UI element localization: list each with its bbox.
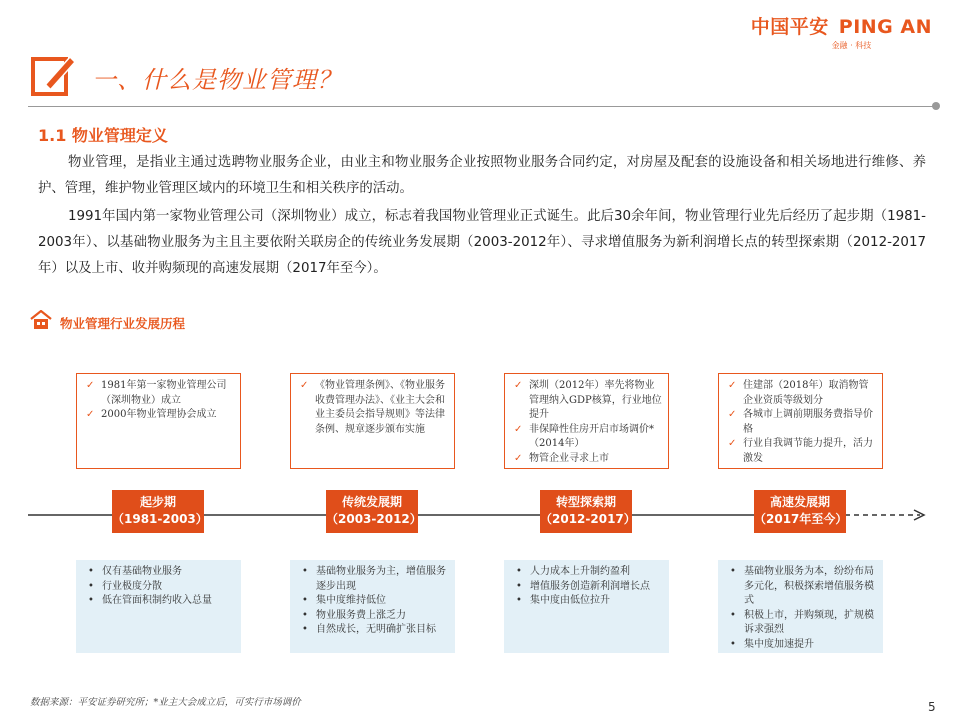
trait-item: • 自然成长，无明确扩张目标 (300, 623, 447, 638)
phase-period: （2003-2012） (326, 512, 422, 526)
event-item: ✓ 住建部（2018年）取消物管企业资质等级划分 (728, 380, 869, 406)
history-chart-title: 物业管理行业发展历程 (60, 316, 186, 331)
trait-item: • 行业极度分散 (86, 580, 233, 595)
trait-item: • 积极上市，并购频现，扩规模诉求强烈 (728, 609, 875, 638)
phase-name: 高速发展期 (769, 495, 830, 509)
logo-cn: 中国平安 (750, 16, 829, 38)
house-icon (30, 310, 52, 330)
logo-en: PING AN (838, 16, 932, 38)
phase-name: 传统发展期 (341, 495, 402, 509)
phase-name: 转型探索期 (555, 495, 616, 509)
trait-item: • 集中度维持低位 (300, 594, 447, 609)
event-item: ✓ 1981年第一家物业管理公司（深圳物业）成立 (86, 380, 227, 406)
phase-period: （2017年至今） (754, 512, 848, 526)
check-icon: ✓ (300, 380, 309, 391)
trait-item: • 仅有基础物业服务 (86, 565, 233, 580)
check-icon: ✓ (86, 409, 95, 420)
event-item: ✓ 行业自我调节能力提升，活力激发 (728, 438, 873, 464)
phase-startup (112, 490, 208, 533)
logo-tagline: 金融 · 科技 (831, 41, 872, 50)
history-paragraph: 1991年国内第一家物业管理公司（深圳物业）成立，标志着我国物业管理业正式诞生。此后30余年间，物业管理行业先后经历了起步期（1981-2003年）、以基础物业服务为主且主要依附关联房企的传统业务发展期（2003-2012年）、寻求增值服务为新利润增长点的转型探索期（2012-2017年）以及上市、收并购频现的高速发展期（2017年至今）。 (38, 209, 926, 276)
phase4-traits-box (718, 560, 883, 653)
trait-item: • 低在管面积制约收入总量 (86, 594, 233, 609)
page-title: 一、什么是物业管理？ (92, 66, 342, 94)
check-icon: ✓ (514, 452, 523, 464)
trait-item: • 增值服务创造新利润增长点 (514, 580, 661, 595)
trait-item: • 集中度由低位拉升 (514, 594, 661, 609)
phase-rapid-growth (754, 490, 846, 533)
event-item: ✓ 非保障性住房开启市场调价*（2014年） (514, 423, 654, 449)
phase-period: （2012-2017） (540, 512, 636, 526)
definition-paragraph: 物业管理，是指业主通过选聘物业服务企业，由业主和物业服务企业按照物业服务合同约定，对房屋及配套的设施设备和相关场地进行维修、养护、管理，维护物业管理区域内的环境卫生和相关秩序的活动。 (38, 155, 926, 196)
check-icon: ✓ (86, 380, 95, 391)
event-item: ✓ 2000年物业管理协会成立 (85, 408, 234, 423)
trait-item: • 基础物业服务为本，纷纷布局多元化，积极探索增值服务模式 (728, 565, 875, 609)
check-icon: ✓ (728, 438, 737, 449)
pencil-note-icon (30, 52, 76, 98)
check-icon: ✓ (514, 423, 523, 435)
subsection-title: 1.1 物业管理定义 (38, 126, 168, 145)
phase3-traits-box (504, 560, 669, 653)
page-number: 5 (928, 700, 936, 714)
phase-period: （1981-2003） (112, 512, 208, 526)
check-icon: ✓ (728, 409, 737, 420)
phase2-events-box (290, 373, 455, 469)
header-divider (28, 106, 934, 107)
phase-transformation (540, 490, 636, 533)
data-source-note: 数据来源：平安证券研究所；*业主大会成立后，可实行市场调价 (30, 697, 301, 708)
phase2-traits-box (290, 560, 455, 653)
trait-item: • 物业服务费上涨乏力 (300, 609, 447, 624)
pingan-logo (751, 12, 932, 51)
event-item: ✓ 深圳（2012年）率先将物业管理纳入GDP核算，行业地位提升 (514, 380, 662, 420)
phase3-events-box (504, 373, 669, 469)
phase4-events-box (718, 373, 883, 469)
check-icon: ✓ (514, 380, 523, 391)
trait-item: • 人力成本上升制约盈利 (514, 565, 661, 580)
phase-traditional (326, 490, 422, 533)
trait-item: • 基础物业服务为主，增值服务逐步出现 (300, 565, 447, 594)
phase1-traits-box (76, 560, 241, 653)
event-item: ✓ 《物业管理条例》、《物业服务收费管理办法》、《业主大会和业主委员会指导规则》等法律条例、规章逐步颁布实施 (300, 380, 445, 435)
phase-name: 起步期 (139, 495, 176, 509)
divider-dot (932, 102, 940, 110)
trait-item: • 集中度加速提升 (728, 638, 875, 653)
event-item: ✓ 物管企业寻求上市 (513, 452, 662, 467)
phase1-events-box (76, 373, 241, 469)
event-item: ✓ 各城市上调前期服务费指导价格 (728, 409, 873, 435)
check-icon: ✓ (728, 380, 737, 391)
